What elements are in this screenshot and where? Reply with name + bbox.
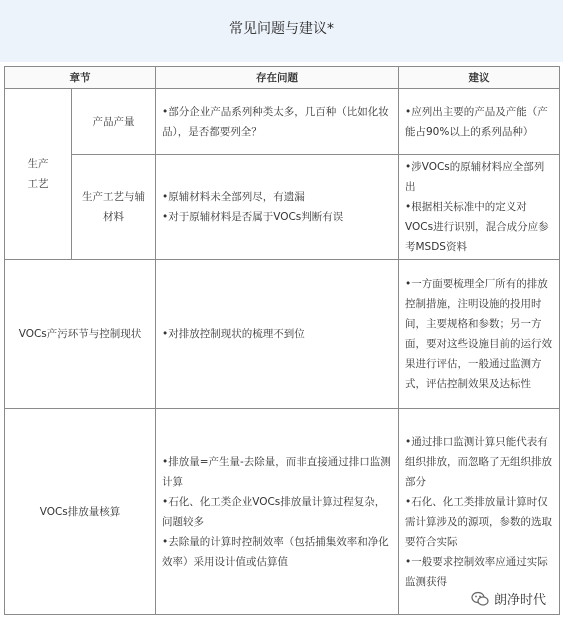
- problem-cell: [156, 155, 399, 260]
- suggestion-item: •一般要求控制效率应通过实际监测获得: [405, 555, 548, 588]
- suggestion-cell: [399, 260, 560, 409]
- suggestion-item: •根据相关标准中的定义对VOCs进行识别，混合成分应参考MSDS资料: [405, 201, 549, 253]
- table-row: [5, 155, 560, 260]
- category-line: 生产: [27, 158, 49, 170]
- header-suggestion: 建议: [399, 67, 560, 89]
- suggestion-item: •通过排口监测计算只能代表有组织排放，而忽略了无组织排放部分: [405, 435, 552, 488]
- subcategory-product-output: 产品产量: [72, 89, 156, 155]
- suggestion-item: •石化、化工类排放量计算时仅需计算涉及的源项，参数的选取要符合实际: [405, 495, 552, 548]
- problem-item: •去除量的计算时控制效率（包括捕集效率和净化效率）采用设计值或估算值: [162, 535, 389, 568]
- table-row: [5, 260, 560, 409]
- suggestion-item: •应列出主要的产品及产能（产能占90%以上的系列品种）: [405, 105, 548, 138]
- category-line: 工艺: [27, 178, 49, 190]
- table-row: [5, 409, 560, 615]
- issues-table: [4, 66, 560, 615]
- watermark: [468, 588, 549, 609]
- subcategory-process-materials: 生产工艺与辅材料: [72, 155, 156, 260]
- suggestion-item: •一方面要梳理全厂所有的排放控制措施，注明设施的投用时间，主要规格和参数；另一方面，要对这些设施目前的运行效果进行评估，一般通过监测方式，评估控制效果及达标性: [405, 278, 552, 390]
- page-title: 常见问题与建议*: [229, 21, 334, 37]
- problem-cell: [156, 89, 399, 155]
- table-row: [5, 89, 560, 155]
- category-vocs-sources: VOCs产污环节与控制现状: [5, 260, 156, 409]
- category-production-process: [5, 89, 72, 260]
- problem-item: •石化、化工类企业VOCs排放量计算过程复杂，问题较多: [162, 495, 386, 528]
- suggestion-cell: [399, 89, 560, 155]
- watermark-text: 朗净时代: [493, 593, 546, 608]
- problem-cell: [156, 260, 399, 409]
- problem-cell: [156, 409, 399, 615]
- problem-item: •原辅材料未全部列尽，有遗漏: [162, 191, 305, 203]
- problem-item: •对排放控制现状的梳理不到位: [162, 328, 305, 340]
- header-chapter: 章节: [5, 67, 156, 89]
- header-problem: 存在问题: [156, 67, 399, 89]
- problem-item: •对于原辅材料是否属于VOCs判断有误: [162, 211, 344, 223]
- category-vocs-emission: VOCs排放量核算: [5, 409, 156, 615]
- problem-item: •排放量=产生量-去除量，而非直接通过排口监测计算: [162, 455, 391, 488]
- suggestion-cell: [399, 409, 560, 615]
- wechat-icon: [471, 591, 489, 607]
- suggestion-cell: [399, 155, 560, 260]
- table-header-row: [5, 67, 560, 89]
- suggestion-item: •涉VOCs的原辅材料应全部列出: [405, 161, 545, 193]
- problem-item: •部分企业产品系列种类太多，几百种（比如化妆品），是否都要列全？: [162, 105, 389, 138]
